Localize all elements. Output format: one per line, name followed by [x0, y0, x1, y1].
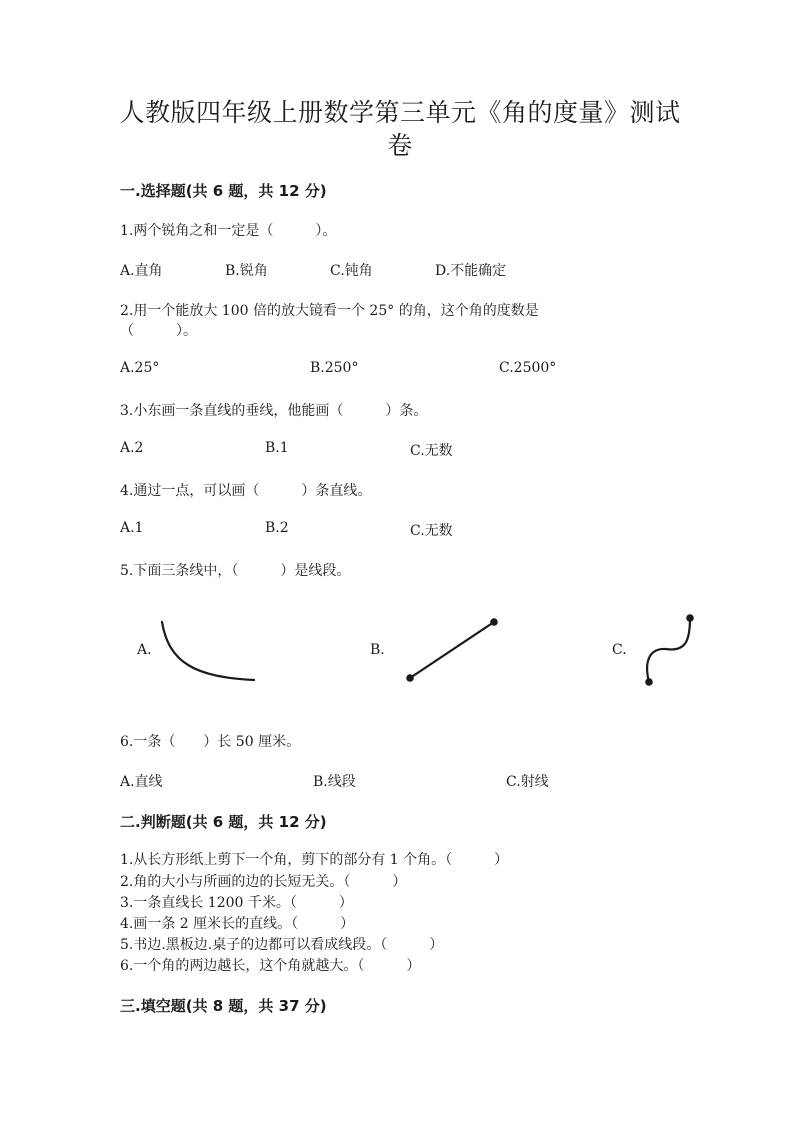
figure-c-label[interactable]: C. — [612, 642, 627, 658]
question-4-option-b[interactable]: B.2 — [265, 520, 289, 536]
judgment-item-5: 5.书边.黑板边.桌子的边都可以看成线段。（ ） — [120, 937, 444, 953]
question-3-option-a[interactable]: A.2 — [120, 440, 144, 456]
judgment-item-2: 2.角的大小与所画的边的长短无关。（ ） — [120, 874, 407, 890]
figure-b-label[interactable]: B. — [370, 642, 385, 658]
figure-b-segment — [400, 612, 505, 687]
section-heading-fill-blank: 三.填空题(共 8 题，共 37 分) — [120, 997, 327, 1015]
question-2-stem-line2: （ ）。 — [120, 323, 197, 339]
question-4-option-c[interactable]: C.无数 — [410, 523, 453, 539]
question-2-option-b[interactable]: B.250° — [310, 360, 359, 376]
figure-c-wave — [638, 608, 703, 693]
figure-a-curve — [155, 615, 265, 690]
question-4-option-a[interactable]: A.1 — [120, 520, 144, 536]
section-heading-choice: 一.选择题(共 6 题，共 12 分) — [120, 182, 327, 200]
question-2-option-c[interactable]: C.2500° — [499, 360, 557, 376]
question-1-option-d[interactable]: D.不能确定 — [435, 263, 507, 279]
question-2-stem-line1: 2.用一个能放大 100 倍的放大镜看一个 25° 的角，这个角的度数是 — [120, 303, 539, 319]
question-1-option-b[interactable]: B.锐角 — [225, 263, 268, 279]
question-6-option-a[interactable]: A.直线 — [120, 774, 163, 790]
question-2-option-a[interactable]: A.25° — [120, 360, 160, 376]
question-6-stem: 6.一条（ ）长 50 厘米。 — [120, 734, 301, 750]
page-title-line1: 人教版四年级上册数学第三单元《角的度量》测试 — [119, 98, 681, 127]
figure-a-label[interactable]: A. — [137, 642, 152, 658]
question-1-option-a[interactable]: A.直角 — [120, 263, 163, 279]
question-3-stem: 3.小东画一条直线的垂线，他能画（ ）条。 — [120, 403, 428, 419]
question-3-option-b[interactable]: B.1 — [265, 440, 289, 456]
judgment-item-3: 3.一条直线长 1200 千米。（ ） — [120, 895, 353, 911]
question-6-option-b[interactable]: B.线段 — [313, 774, 356, 790]
judgment-item-1: 1.从长方形纸上剪下一个角，剪下的部分有 1 个角。（ ） — [120, 852, 509, 868]
question-6-option-c[interactable]: C.射线 — [506, 774, 549, 790]
question-1-stem: 1.两个锐角之和一定是（ ）。 — [120, 223, 337, 239]
page-title-line2: 卷 — [387, 131, 413, 160]
question-5-stem: 5.下面三条线中，（ ）是线段。 — [120, 563, 351, 579]
section-heading-true-false: 二.判断题(共 6 题，共 12 分) — [120, 813, 327, 831]
question-1-option-c[interactable]: C.钝角 — [330, 263, 373, 279]
question-3-option-c[interactable]: C.无数 — [410, 443, 453, 459]
judgment-item-4: 4.画一条 2 厘米长的直线。（ ） — [120, 916, 355, 932]
question-4-stem: 4.通过一点，可以画（ ）条直线。 — [120, 483, 372, 499]
judgment-item-6: 6.一个角的两边越长，这个角就越大。（ ） — [120, 958, 421, 974]
